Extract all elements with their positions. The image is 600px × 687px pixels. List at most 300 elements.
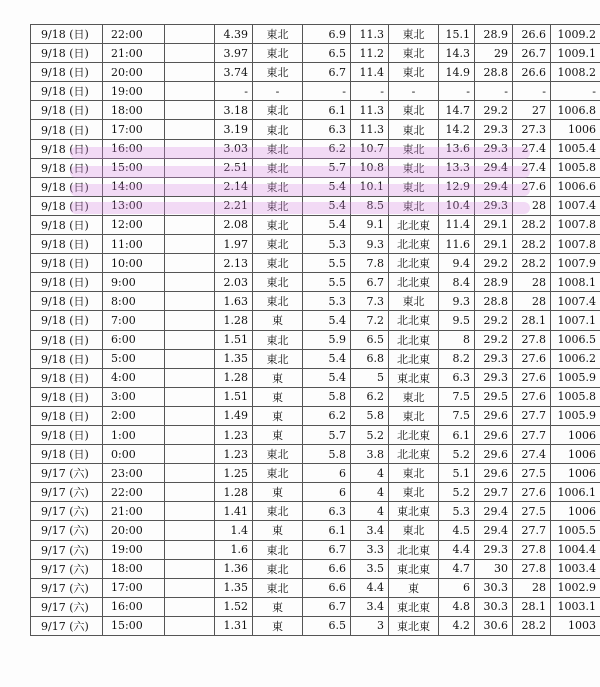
value-cell: 5.3 <box>303 235 351 254</box>
blank-cell <box>165 63 215 82</box>
value-cell: 14.9 <box>439 63 475 82</box>
direction-cell: 東北 <box>253 177 303 196</box>
time-cell: 12:00 <box>103 215 165 234</box>
value-cell: 28.2 <box>513 235 551 254</box>
value-cell: 5.8 <box>303 445 351 464</box>
value-cell: 27.6 <box>513 349 551 368</box>
direction-cell: 東北 <box>253 292 303 311</box>
direction-cell: 北北東 <box>389 311 439 330</box>
date-cell: 9/18 (日) <box>31 25 103 44</box>
date-cell: 9/18 (日) <box>31 215 103 234</box>
date-cell: 9/18 (日) <box>31 63 103 82</box>
time-cell: 9:00 <box>103 273 165 292</box>
table-row <box>31 63 600 82</box>
blank-cell <box>165 616 215 635</box>
time-cell: 18:00 <box>103 101 165 120</box>
value-cell: 1004.4 <box>551 540 600 559</box>
direction-cell: 北北東 <box>389 215 439 234</box>
value-cell: 7.5 <box>439 387 475 406</box>
table-row <box>31 597 600 616</box>
value-cell: 1005.9 <box>551 368 600 387</box>
value-cell: 13.6 <box>439 139 475 158</box>
value-cell: 1.52 <box>215 597 253 616</box>
value-cell: 28 <box>513 292 551 311</box>
time-cell: 5:00 <box>103 349 165 368</box>
value-cell: 4.7 <box>439 559 475 578</box>
date-cell: 9/17 (六) <box>31 464 103 483</box>
value-cell: 6.5 <box>303 616 351 635</box>
value-cell: 5.7 <box>303 158 351 177</box>
direction-cell: 東 <box>253 368 303 387</box>
value-cell: 29.6 <box>475 406 513 425</box>
direction-cell: 東北 <box>389 483 439 502</box>
value-cell: 29.4 <box>475 502 513 521</box>
value-cell: 1003.4 <box>551 559 600 578</box>
value-cell: 27.6 <box>513 177 551 196</box>
value-cell: 1007.1 <box>551 311 600 330</box>
blank-cell <box>165 445 215 464</box>
table-row <box>31 25 600 44</box>
value-cell: 6.3 <box>303 120 351 139</box>
blank-cell <box>165 101 215 120</box>
value-cell: 27.7 <box>513 425 551 444</box>
value-cell: 6 <box>439 578 475 597</box>
date-cell: 9/17 (六) <box>31 502 103 521</box>
value-cell: 28.1 <box>513 597 551 616</box>
table-row <box>31 101 600 120</box>
value-cell: 4.2 <box>439 616 475 635</box>
value-cell: 9.4 <box>439 254 475 273</box>
value-cell: 1.28 <box>215 368 253 387</box>
value-cell: 5.3 <box>303 292 351 311</box>
blank-cell <box>165 425 215 444</box>
value-cell: 1.41 <box>215 502 253 521</box>
table-row <box>31 425 600 444</box>
blank-cell <box>165 349 215 368</box>
direction-cell: 北北東 <box>389 254 439 273</box>
direction-cell: 東 <box>253 597 303 616</box>
time-cell: 16:00 <box>103 139 165 158</box>
table-row <box>31 177 600 196</box>
blank-cell <box>165 578 215 597</box>
value-cell: 1.63 <box>215 292 253 311</box>
value-cell: 27.6 <box>513 387 551 406</box>
value-cell: 1.31 <box>215 616 253 635</box>
date-cell: 9/18 (日) <box>31 44 103 63</box>
value-cell: 5.4 <box>303 311 351 330</box>
direction-cell: 北北東 <box>389 330 439 349</box>
value-cell: 29.3 <box>475 349 513 368</box>
value-cell: 3.8 <box>351 445 389 464</box>
value-cell: 3.03 <box>215 139 253 158</box>
value-cell: 9.3 <box>439 292 475 311</box>
table-row <box>31 521 600 540</box>
value-cell: 8.2 <box>439 349 475 368</box>
value-cell: 6.3 <box>439 368 475 387</box>
value-cell: 8 <box>439 330 475 349</box>
value-cell: 6.1 <box>439 425 475 444</box>
value-cell: 1.51 <box>215 330 253 349</box>
direction-cell: 東北 <box>253 540 303 559</box>
date-cell: 9/17 (六) <box>31 616 103 635</box>
value-cell: 1.51 <box>215 387 253 406</box>
value-cell: 8.4 <box>439 273 475 292</box>
value-cell: 29.6 <box>475 425 513 444</box>
value-cell: 12.9 <box>439 177 475 196</box>
table-row <box>31 406 600 425</box>
value-cell: 2.13 <box>215 254 253 273</box>
value-cell: 6.7 <box>351 273 389 292</box>
direction-cell: 東 <box>253 483 303 502</box>
blank-cell <box>165 273 215 292</box>
value-cell: 1007.8 <box>551 235 600 254</box>
direction-cell: 東北 <box>253 330 303 349</box>
direction-cell: 東北 <box>253 139 303 158</box>
value-cell: 1008.2 <box>551 63 600 82</box>
direction-cell: - <box>389 82 439 101</box>
value-cell: 5.3 <box>439 502 475 521</box>
value-cell: 6.6 <box>303 578 351 597</box>
direction-cell: 東北 <box>389 25 439 44</box>
value-cell: 30.6 <box>475 616 513 635</box>
blank-cell <box>165 540 215 559</box>
value-cell: 27.4 <box>513 139 551 158</box>
value-cell: 1.23 <box>215 425 253 444</box>
date-cell: 9/18 (日) <box>31 368 103 387</box>
direction-cell: 東北 <box>389 44 439 63</box>
blank-cell <box>165 215 215 234</box>
direction-cell: 東北 <box>253 158 303 177</box>
value-cell: 11.6 <box>439 235 475 254</box>
direction-cell: 東北 <box>389 63 439 82</box>
value-cell: 1.36 <box>215 559 253 578</box>
value-cell: 10.1 <box>351 177 389 196</box>
value-cell: 5.5 <box>303 254 351 273</box>
value-cell: 4 <box>351 483 389 502</box>
value-cell: 6.9 <box>303 25 351 44</box>
table-row <box>31 578 600 597</box>
value-cell: 27.8 <box>513 559 551 578</box>
blank-cell <box>165 387 215 406</box>
value-cell: 1005.9 <box>551 406 600 425</box>
value-cell: 2.03 <box>215 273 253 292</box>
value-cell: 30.3 <box>475 597 513 616</box>
value-cell: - <box>475 82 513 101</box>
direction-cell: 東 <box>253 521 303 540</box>
value-cell: 29.2 <box>475 330 513 349</box>
value-cell: 6.3 <box>303 502 351 521</box>
blank-cell <box>165 311 215 330</box>
time-cell: 8:00 <box>103 292 165 311</box>
value-cell: 11.3 <box>351 25 389 44</box>
value-cell: 27.4 <box>513 445 551 464</box>
value-cell: 11.4 <box>439 215 475 234</box>
value-cell: 26.6 <box>513 25 551 44</box>
value-cell: 4.5 <box>439 521 475 540</box>
value-cell: 1005.5 <box>551 521 600 540</box>
table-row <box>31 540 600 559</box>
time-cell: 14:00 <box>103 177 165 196</box>
value-cell: 13.3 <box>439 158 475 177</box>
value-cell: 9.1 <box>351 215 389 234</box>
value-cell: 29.2 <box>475 311 513 330</box>
blank-cell <box>165 44 215 63</box>
table-row <box>31 215 600 234</box>
date-cell: 9/18 (日) <box>31 139 103 158</box>
value-cell: - <box>303 82 351 101</box>
direction-cell: 東北東 <box>389 502 439 521</box>
value-cell: 3.5 <box>351 559 389 578</box>
value-cell: 3.18 <box>215 101 253 120</box>
blank-cell <box>165 196 215 215</box>
value-cell: 1006 <box>551 464 600 483</box>
blank-cell <box>165 158 215 177</box>
value-cell: 11.3 <box>351 101 389 120</box>
time-cell: 0:00 <box>103 445 165 464</box>
value-cell: 1006.1 <box>551 483 600 502</box>
value-cell: 2.08 <box>215 215 253 234</box>
value-cell: 29.1 <box>475 215 513 234</box>
direction-cell: 東北 <box>253 464 303 483</box>
value-cell: 10.7 <box>351 139 389 158</box>
value-cell: 1003.1 <box>551 597 600 616</box>
time-cell: 17:00 <box>103 578 165 597</box>
time-cell: 22:00 <box>103 483 165 502</box>
direction-cell: 東北東 <box>389 597 439 616</box>
value-cell: 5.4 <box>303 349 351 368</box>
value-cell: 5.2 <box>439 483 475 502</box>
time-cell: 11:00 <box>103 235 165 254</box>
date-cell: 9/17 (六) <box>31 521 103 540</box>
date-cell: 9/18 (日) <box>31 349 103 368</box>
value-cell: 15.1 <box>439 25 475 44</box>
direction-cell: 東 <box>389 578 439 597</box>
value-cell: 27.7 <box>513 521 551 540</box>
value-cell: 27.4 <box>513 158 551 177</box>
value-cell: 10.4 <box>439 196 475 215</box>
direction-cell: 東北 <box>253 101 303 120</box>
blank-cell <box>165 139 215 158</box>
value-cell: 1.35 <box>215 578 253 597</box>
direction-cell: 東北 <box>253 502 303 521</box>
blank-cell <box>165 597 215 616</box>
time-cell: 20:00 <box>103 521 165 540</box>
date-cell: 9/17 (六) <box>31 483 103 502</box>
value-cell: 1009.2 <box>551 25 600 44</box>
table-row <box>31 196 600 215</box>
value-cell: 1007.8 <box>551 215 600 234</box>
time-cell: 23:00 <box>103 464 165 483</box>
value-cell: 5.5 <box>303 273 351 292</box>
date-cell: 9/18 (日) <box>31 425 103 444</box>
value-cell: 1006.8 <box>551 101 600 120</box>
value-cell: 14.2 <box>439 120 475 139</box>
time-cell: 19:00 <box>103 540 165 559</box>
value-cell: 27.6 <box>513 368 551 387</box>
value-cell: 2.51 <box>215 158 253 177</box>
value-cell: 1.49 <box>215 406 253 425</box>
value-cell: 6.7 <box>303 63 351 82</box>
direction-cell: 東北 <box>253 196 303 215</box>
time-cell: 15:00 <box>103 158 165 177</box>
value-cell: 1.23 <box>215 445 253 464</box>
blank-cell <box>165 406 215 425</box>
value-cell: 27.6 <box>513 483 551 502</box>
value-cell: 9.5 <box>439 311 475 330</box>
table-body <box>31 25 600 636</box>
direction-cell: 東北 <box>389 158 439 177</box>
direction-cell: 東 <box>253 387 303 406</box>
date-cell: 9/17 (六) <box>31 559 103 578</box>
table-row <box>31 349 600 368</box>
value-cell: 1006.2 <box>551 349 600 368</box>
value-cell: 27.5 <box>513 502 551 521</box>
value-cell: 1007.4 <box>551 292 600 311</box>
direction-cell: 北北東 <box>389 425 439 444</box>
time-cell: 6:00 <box>103 330 165 349</box>
value-cell: 1.25 <box>215 464 253 483</box>
value-cell: 8.5 <box>351 196 389 215</box>
value-cell: 30.3 <box>475 578 513 597</box>
table-row <box>31 120 600 139</box>
table-row <box>31 44 600 63</box>
time-cell: 20:00 <box>103 63 165 82</box>
value-cell: 27.8 <box>513 540 551 559</box>
blank-cell <box>165 464 215 483</box>
date-cell: 9/18 (日) <box>31 120 103 139</box>
time-cell: 1:00 <box>103 425 165 444</box>
blank-cell <box>165 483 215 502</box>
value-cell: 26.6 <box>513 63 551 82</box>
value-cell: 7.8 <box>351 254 389 273</box>
value-cell: 7.5 <box>439 406 475 425</box>
date-cell: 9/18 (日) <box>31 158 103 177</box>
blank-cell <box>165 25 215 44</box>
value-cell: 1008.1 <box>551 273 600 292</box>
direction-cell: 東北東 <box>389 559 439 578</box>
direction-cell: 東北東 <box>389 368 439 387</box>
value-cell: 6.1 <box>303 521 351 540</box>
value-cell: 11.4 <box>351 63 389 82</box>
date-cell: 9/18 (日) <box>31 292 103 311</box>
value-cell: 7.3 <box>351 292 389 311</box>
table-row <box>31 311 600 330</box>
time-cell: 17:00 <box>103 120 165 139</box>
value-cell: 29.6 <box>475 445 513 464</box>
direction-cell: 東北 <box>253 120 303 139</box>
direction-cell: 東 <box>253 616 303 635</box>
time-cell: 13:00 <box>103 196 165 215</box>
value-cell: 29.2 <box>475 101 513 120</box>
value-cell: 28 <box>513 273 551 292</box>
direction-cell: 東北 <box>253 559 303 578</box>
value-cell: 5.1 <box>439 464 475 483</box>
time-cell: 21:00 <box>103 44 165 63</box>
time-cell: 3:00 <box>103 387 165 406</box>
date-cell: 9/18 (日) <box>31 445 103 464</box>
date-cell: 9/18 (日) <box>31 254 103 273</box>
blank-cell <box>165 368 215 387</box>
time-cell: 19:00 <box>103 82 165 101</box>
value-cell: 7.2 <box>351 311 389 330</box>
blank-cell <box>165 292 215 311</box>
value-cell: 3 <box>351 616 389 635</box>
value-cell: 2.21 <box>215 196 253 215</box>
value-cell: 1003 <box>551 616 600 635</box>
value-cell: 26.7 <box>513 44 551 63</box>
value-cell: 29.4 <box>475 158 513 177</box>
time-cell: 18:00 <box>103 559 165 578</box>
value-cell: 1.28 <box>215 483 253 502</box>
value-cell: 5.4 <box>303 177 351 196</box>
value-cell: 29.3 <box>475 540 513 559</box>
direction-cell: 東北 <box>253 445 303 464</box>
value-cell: 1.35 <box>215 349 253 368</box>
value-cell: 5.4 <box>303 215 351 234</box>
direction-cell: 東北 <box>389 521 439 540</box>
table-row <box>31 158 600 177</box>
value-cell: 1006.6 <box>551 177 600 196</box>
table-row <box>31 464 600 483</box>
value-cell: 28.8 <box>475 292 513 311</box>
blank-cell <box>165 235 215 254</box>
value-cell: 6.6 <box>303 559 351 578</box>
value-cell: 6.2 <box>303 406 351 425</box>
time-cell: 15:00 <box>103 616 165 635</box>
value-cell: 1006 <box>551 425 600 444</box>
value-cell: 29.3 <box>475 368 513 387</box>
table-row <box>31 273 600 292</box>
value-cell: 5.4 <box>303 196 351 215</box>
value-cell: 2.14 <box>215 177 253 196</box>
value-cell: 28 <box>513 196 551 215</box>
time-cell: 10:00 <box>103 254 165 273</box>
blank-cell <box>165 559 215 578</box>
value-cell: 14.3 <box>439 44 475 63</box>
value-cell: 1006.5 <box>551 330 600 349</box>
date-cell: 9/18 (日) <box>31 82 103 101</box>
value-cell: 28.2 <box>513 254 551 273</box>
direction-cell: 東北 <box>253 578 303 597</box>
direction-cell: 東北 <box>253 215 303 234</box>
table-row <box>31 368 600 387</box>
value-cell: 11.2 <box>351 44 389 63</box>
value-cell: 27.5 <box>513 464 551 483</box>
value-cell: 28 <box>513 578 551 597</box>
value-cell: 4 <box>351 464 389 483</box>
value-cell: 5.2 <box>351 425 389 444</box>
direction-cell: 北北東 <box>389 235 439 254</box>
value-cell: 28.9 <box>475 25 513 44</box>
date-cell: 9/17 (六) <box>31 578 103 597</box>
blank-cell <box>165 82 215 101</box>
value-cell: 5.2 <box>439 445 475 464</box>
value-cell: 6.7 <box>303 597 351 616</box>
value-cell: 5.4 <box>303 368 351 387</box>
direction-cell: 東北 <box>389 464 439 483</box>
value-cell: 14.7 <box>439 101 475 120</box>
table-row <box>31 502 600 521</box>
date-cell: 9/17 (六) <box>31 597 103 616</box>
direction-cell: 東北 <box>389 177 439 196</box>
blank-cell <box>165 177 215 196</box>
direction-cell: 東北 <box>389 406 439 425</box>
value-cell: 28.9 <box>475 273 513 292</box>
time-cell: 2:00 <box>103 406 165 425</box>
value-cell: 6.1 <box>303 101 351 120</box>
time-cell: 4:00 <box>103 368 165 387</box>
direction-cell: 北北東 <box>389 349 439 368</box>
